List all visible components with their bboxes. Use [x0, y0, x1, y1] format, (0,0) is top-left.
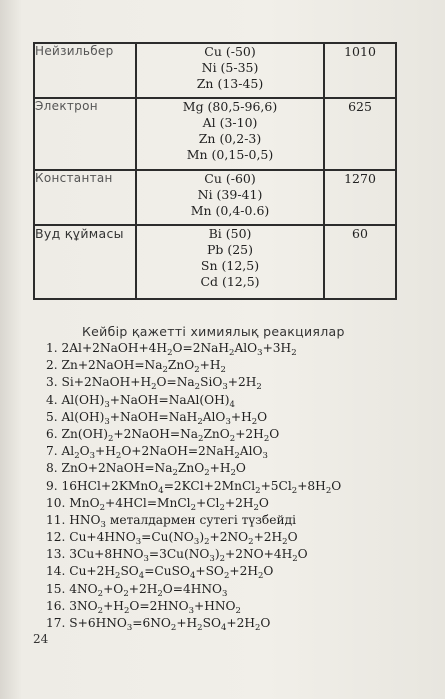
component: Ni (39-41) [197, 187, 263, 202]
component: Al (3-10) [202, 115, 258, 130]
page-number: 24 [33, 632, 49, 646]
component: Mn (0,15-0,5) [186, 147, 274, 162]
component: Pb (25) [206, 242, 254, 257]
alloy-composition [136, 98, 324, 170]
component: Bi (50) [208, 226, 252, 241]
alloy-name: Константан [34, 170, 136, 225]
reaction-item: 8. $ZnO+2NaOH=Na_2ZnO_2+H_2O$ [46, 461, 246, 479]
component: Cd (12,5) [200, 274, 260, 289]
component: Zn (13-45) [196, 76, 264, 91]
component: Zn (0,2-3) [198, 131, 262, 146]
reaction-item: 9. $16HCl+2KMnO_4=2KCl+2MnCl_2+5Cl_2+8H_2O$ [46, 478, 342, 496]
melting-temperature: 1010 [324, 43, 396, 98]
reaction-item: 16. $3NO_2+H_2O=2HNO_3+HNO_2$ [46, 598, 241, 616]
component: Ni (5-35) [201, 60, 259, 75]
reaction-item: 14. $Cu+2H_2SO_4=CuSO_4+SO_2+2H_2O$ [46, 564, 274, 582]
alloy-table [33, 42, 397, 300]
reaction-item: 13. $3Cu+8HNO_3=3Cu(NO_3)_2+2NO+4H_2O$ [46, 547, 308, 565]
reaction-item: 10. $MnO_2+4HCl=MnCl_2+Cl_2+2H_2O$ [46, 495, 269, 513]
reaction-item: 4. $Al(OH)_3+NaOH=NaAl(OH)_4$ [46, 392, 235, 410]
alloy-composition [136, 225, 324, 299]
reaction-item: 11. $HNO_3$ металдармен сутегі түзбейді [46, 512, 297, 530]
component: Cu (-50) [204, 44, 256, 59]
reaction-item: 6. $Zn(OH)_2+2NaOH=Na_2ZnO_2+2H_2O$ [46, 426, 280, 444]
reaction-item: 7. $Al_2O_3+H_2O+2NaOH=2NaH_2AlO_3$ [46, 444, 268, 462]
table-row [34, 225, 396, 299]
melting-temperature: 625 [324, 98, 396, 170]
reaction-item: 2. $Zn+2NaOH=Na_2ZnO_2+H_2$ [46, 358, 226, 376]
reaction-item: 12. $Cu+4HNO_3=Cu(NO_3)_2+2NO_2+2H_2O$ [46, 530, 298, 548]
alloy-name: Вуд құймасы [34, 225, 136, 299]
component: Sn (12,5) [200, 258, 260, 273]
table-row [34, 170, 396, 225]
section-heading: Кейбір қажетті химиялық реакциялар [82, 324, 345, 339]
alloy-composition [136, 43, 324, 98]
table-row [34, 98, 396, 170]
component: Cu (-60) [204, 171, 256, 186]
alloy-name: Нейзильбер [34, 43, 136, 98]
melting-temperature: 60 [324, 225, 396, 299]
reaction-item: 17. $S+6HNO_3=6NO_2+H_2SO_4+2H_2O$ [46, 616, 271, 633]
reaction-item: 5. $Al(OH)_3+NaOH=NaH_2AlO_3+H_2O$ [46, 409, 268, 427]
component: Mg (80,5-96,6) [182, 99, 278, 114]
reaction-item: 1. $2Al+2NaOH+4H_2O=2NaH_2AlO_3+3H_2$ [46, 341, 297, 358]
melting-temperature: 1270 [324, 170, 396, 225]
reaction-item: 3. $Si+2NaOH+H_2O=Na_2SiO_3+2H_2$ [46, 375, 262, 393]
alloy-composition [136, 170, 324, 225]
table-row [34, 43, 396, 98]
component: Mn (0,4-0.6) [190, 203, 270, 218]
alloy-name: Электрон [34, 98, 136, 170]
reaction-item: 15. $4NO_2+O_2+2H_2O=4HNO_3$ [46, 581, 228, 599]
reaction-list [46, 340, 341, 632]
